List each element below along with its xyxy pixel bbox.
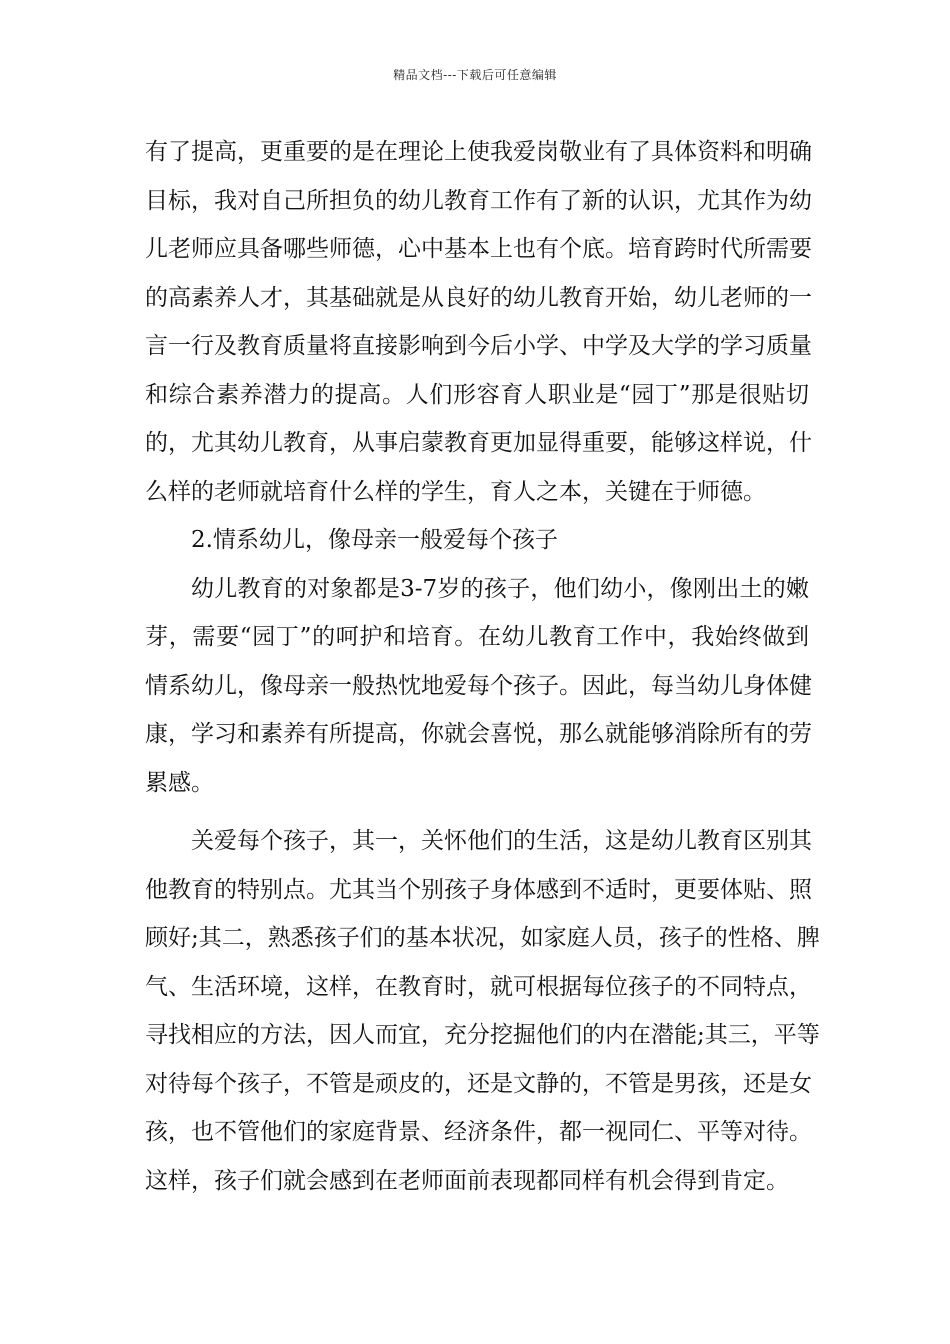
text-line: 情系幼儿，像母亲一般热忱地爱每个孩子。因此，每当幼儿身体健 <box>145 672 812 699</box>
text-line: 么样的老师就培育什么样的学生，育人之本，关键在于师德。 <box>145 478 766 505</box>
text-line: 2.情系幼儿，像母亲一般爱每个孩子 <box>191 527 558 553</box>
paragraph <box>145 565 812 808</box>
text-line: 累感。 <box>145 769 214 796</box>
text-line: 目标，我对自己所担负的幼儿教育工作有了新的认识，尤其作为幼 <box>145 187 812 214</box>
text-line: 幼儿教育的对象都是3-7岁的孩子，他们幼小，像刚出土的嫩 <box>191 575 809 602</box>
text-line: 他教育的特别点。尤其当个别孩子身体感到不适时，更要体贴、照 <box>145 876 812 903</box>
text-line: 的，尤其幼儿教育，从事启蒙教育更加显得重要，能够这样说，什 <box>145 430 812 456</box>
text-line: 关爱每个孩子，其一，关怀他们的生活，这是幼儿教育区别其 <box>191 828 812 854</box>
text-line: 气、生活环境，这样，在教育时，就可根据每位孩子的不同特点， <box>145 973 812 1000</box>
text-line: 康，学习和素养有所提高，你就会喜悦，那么就能够消除所有的劳 <box>145 721 812 747</box>
text-line: 顾好;其二，熟悉孩子们的基本状况，如家庭人员，孩子的性格、脾 <box>145 925 820 951</box>
text-line: 的高素养人才，其基础就是从良好的幼儿教育开始，幼儿老师的一 <box>145 284 812 311</box>
text-line: 孩，也不管他们的家庭背景、经济条件，都一视同仁、平等对待。 <box>145 1119 812 1145</box>
section-heading <box>145 516 809 565</box>
text-line: 对待每个孩子，不管是顽皮的，还是文静的，不管是男孩，还是女 <box>145 1070 812 1097</box>
paragraph <box>145 128 812 516</box>
text-line: 言一行及教育质量将直接影响到今后小学、中学及大学的学习质量 <box>145 333 812 359</box>
paragraph <box>145 817 820 1205</box>
page-header: 精品文档---下载后可任意编辑 <box>393 68 557 82</box>
text-line: 儿老师应具备哪些师德，心中基本上也有个底。培育跨时代所需要 <box>145 236 812 262</box>
text-line: 这样，孩子们就会感到在老师面前表现都同样有机会得到肯定。 <box>145 1167 789 1194</box>
text-line: 芽，需要“园丁”的呵护和培育。在幼儿教育工作中，我始终做到 <box>145 624 809 650</box>
text-line: 有了提高，更重要的是在理论上使我爱岗敬业有了具体资料和明确 <box>145 139 812 165</box>
text-line: 和综合素养潜力的提高。人们形容育人职业是“园丁”那是很贴切 <box>145 381 809 408</box>
text-line: 寻找相应的方法，因人而宜，充分挖掘他们的内在潜能;其三，平等 <box>145 1022 820 1048</box>
document-body <box>145 128 820 1205</box>
